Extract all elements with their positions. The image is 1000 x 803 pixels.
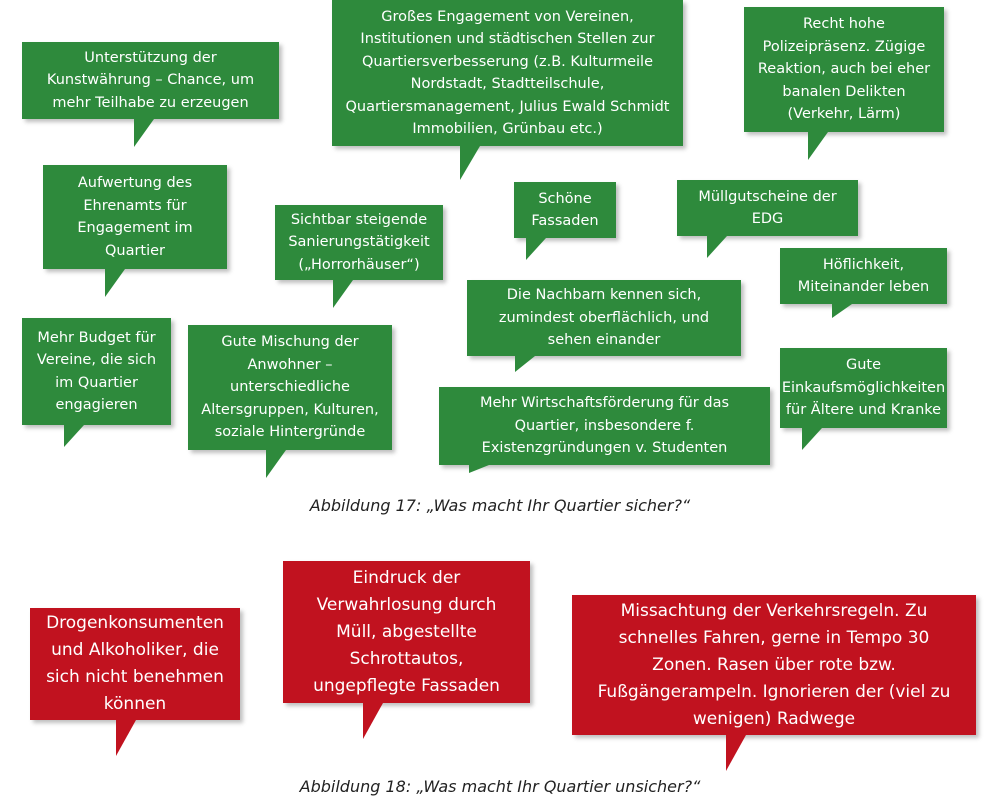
bubble-nachbarn xyxy=(467,280,741,356)
bubble-sanierung xyxy=(275,205,443,280)
bubble-ehrenamt xyxy=(43,165,227,269)
bubble-text: Mehr Budget für Vereine, die sich im Quartier engagieren xyxy=(36,329,157,413)
bubble-text: Eindruck der Verwahrlosung durch Müll, abgestellte Schrottautos, ungepflegte Fassaden xyxy=(313,567,500,696)
bubble-tail xyxy=(469,465,489,473)
bubble-engagement-vereine xyxy=(332,0,683,146)
bubble-tail xyxy=(460,146,480,180)
bubble-tail xyxy=(363,703,383,739)
bubble-text: Mehr Wirtschaftsförderung für das Quartier, insbesondere f. Existenzgründungen v. Studenten xyxy=(479,395,730,457)
bubble-tail xyxy=(707,236,727,258)
bubble-tail xyxy=(105,269,125,297)
bubble-text: Aufwertung des Ehrenamts für Engagement im Quartier xyxy=(77,175,193,259)
figure-17-caption: Abbildung 17: „Was macht Ihr Quartier sicher?“ xyxy=(309,496,691,515)
bubble-text: Drogenkonsumenten und Alkoholiker, die sich nicht benehmen können xyxy=(46,613,224,714)
bubble-tail xyxy=(726,735,746,771)
bubble-tail xyxy=(832,304,852,318)
bubble-tail xyxy=(526,238,546,260)
bubble-verkehrsregeln xyxy=(572,595,976,735)
bubble-text: Gute Einkaufsmöglichkeiten für Ältere und Kranke xyxy=(781,357,946,419)
bubble-verwahrlosung xyxy=(283,561,530,703)
bubble-text: Missachtung der Verkehrsregeln. Zu schnelles Fahren, gerne in Tempo 30 Zonen. Rasen über rote bzw. Fußgängerampeln. Ignorieren der (viel zu wenigen) Radwege xyxy=(597,600,951,729)
bubble-mischung-anwohner xyxy=(188,325,392,450)
bubble-muellgutscheine xyxy=(677,180,858,236)
bubble-tail xyxy=(515,356,535,372)
bubble-text: Höflichkeit, Miteinander leben xyxy=(797,256,930,295)
bubble-hoeflichkeit xyxy=(780,248,947,304)
bubble-kunstwaehrung xyxy=(22,42,279,119)
bubble-text: Sichtbar steigende Sanierungstätigkeit („Horrorhäuser“) xyxy=(288,211,430,273)
bubble-tail xyxy=(116,720,136,756)
bubble-text: Unterstützung der Kunstwährung – Chance, um mehr Teilhabe zu erzeugen xyxy=(46,49,255,111)
bubble-einkauf xyxy=(780,348,947,428)
bubble-tail xyxy=(134,119,154,147)
bubble-wirtschaftsfoerderung xyxy=(439,387,770,465)
bubble-text: Die Nachbarn kennen sich, zumindest oberflächlich, und sehen einander xyxy=(498,287,710,349)
bubble-text: Schöne Fassaden xyxy=(531,190,599,229)
bubble-tail xyxy=(64,425,84,447)
bubble-fassaden xyxy=(514,182,616,238)
bubble-tail xyxy=(802,428,822,450)
bubble-text: Müllgutscheine der EDG xyxy=(698,188,837,227)
bubble-polizeipraesenz xyxy=(744,7,944,132)
bubble-text: Recht hohe Polizeipräsenz. Zügige Reaktion, auch bei eher banalen Delikten (Verkehr, Lärm) xyxy=(757,16,931,123)
bubble-tail xyxy=(266,450,286,478)
bubble-tail xyxy=(333,280,353,308)
bubble-tail xyxy=(808,132,828,160)
bubble-drogenkonsumenten xyxy=(30,608,240,720)
bubble-text: Gute Mischung der Anwohner – unterschiedliche Altersgruppen, Kulturen, soziale Hintergründe xyxy=(201,334,379,441)
figure-18-caption: Abbildung 18: „Was macht Ihr Quartier unsicher?“ xyxy=(299,777,701,796)
bubble-budget-vereine xyxy=(22,318,171,425)
bubble-text: Großes Engagement von Vereinen, Institutionen und städtischen Stellen zur Quartiersverbesserung (z.B. Kulturmeile Nordstadt, Stadtteilschule, Quartiersmanagement, Julius Ewald Schmidt Immobilien, Grünbau etc.) xyxy=(345,8,670,137)
